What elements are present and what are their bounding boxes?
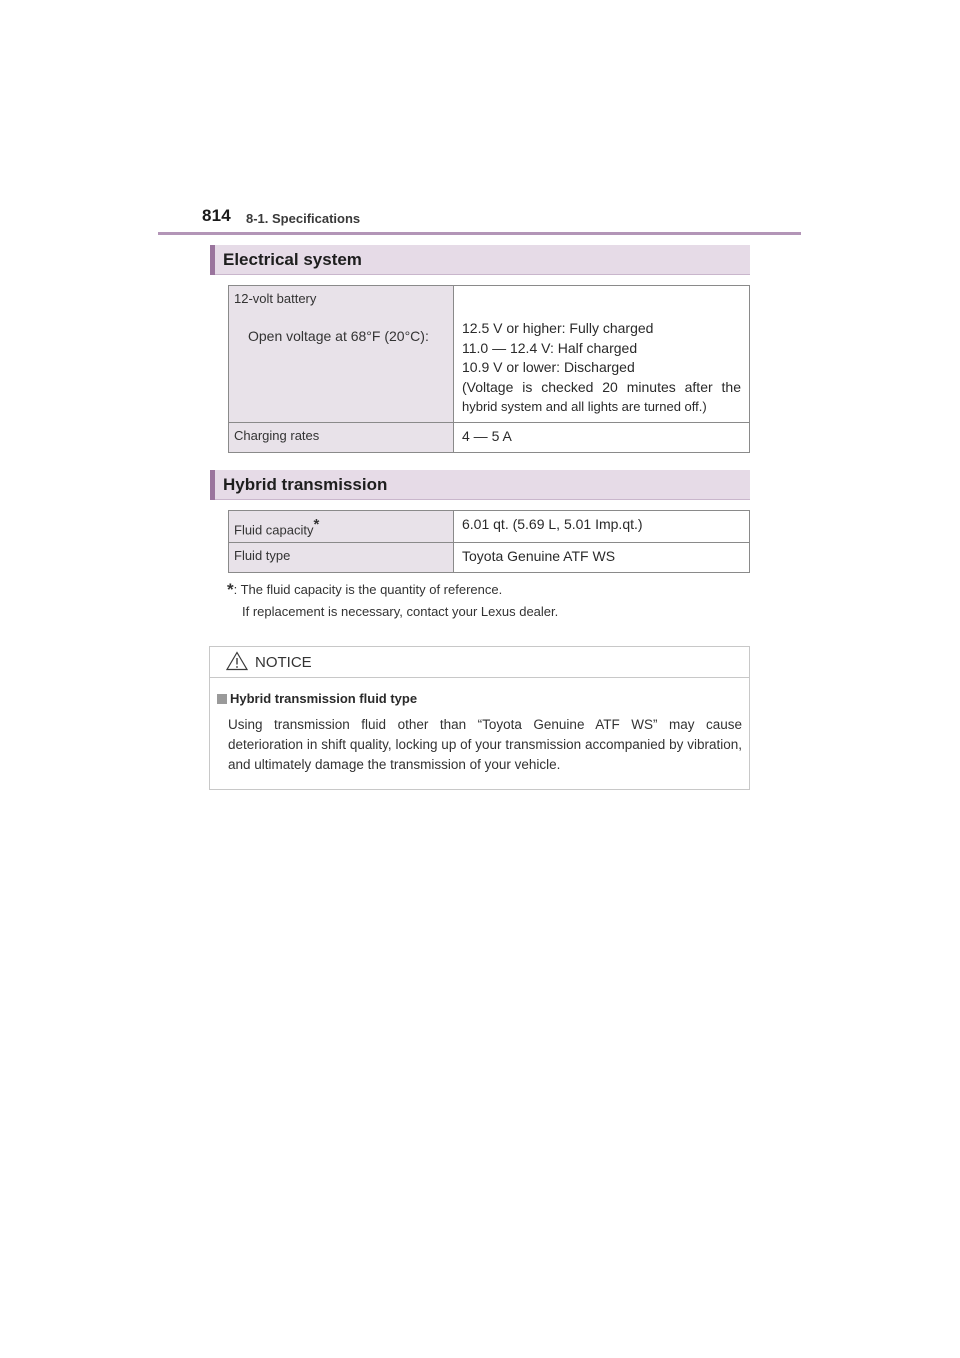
footnote-line: If replacement is necessary, contact your Lexus dealer. — [242, 604, 559, 619]
battery-line: (Voltage is checked 20 minutes after the — [462, 378, 741, 395]
table-row — [229, 422, 750, 452]
square-bullet-icon — [217, 694, 227, 704]
footnote-marker: * — [227, 580, 234, 599]
electrical-section-title: Electrical system — [223, 250, 362, 269]
notice-body: Using transmission fluid other than “Toyota Genuine ATF WS” may cause deterioration in shift quality, locking up of your transmission accompanied by vibration, and ultimately damage the transmission of your vehicle. — [228, 717, 742, 772]
table-row — [229, 511, 750, 543]
electrical-section-heading — [210, 245, 750, 275]
notice-label: NOTICE — [255, 654, 312, 671]
transmission-section-title: Hybrid transmission — [223, 475, 388, 494]
notice-subheading — [217, 691, 417, 706]
fluid-capacity-label: Fluid capacity — [234, 522, 314, 538]
table-row — [229, 543, 750, 573]
fluid-capacity-value: 6.01 qt. (5.69 L, 5.01 Imp.qt.) — [454, 511, 750, 543]
page-number: 814 — [202, 206, 231, 225]
fluid-type-value: Toyota Genuine ATF WS — [454, 543, 750, 573]
fluid-type-label: Fluid type — [229, 543, 454, 573]
header-rule — [158, 232, 801, 235]
battery-label: 12-volt battery — [234, 291, 317, 306]
table-row — [229, 286, 750, 423]
notice-header — [210, 647, 749, 678]
electrical-spec-table — [228, 285, 750, 453]
battery-line: 12.5 V or higher: Fully charged — [462, 320, 654, 336]
fluid-capacity-label-cell — [229, 511, 454, 543]
battery-label-cell — [229, 286, 454, 423]
footnote-line: : The fluid capacity is the quantity of reference. — [233, 582, 503, 597]
battery-value-cell — [454, 286, 750, 423]
battery-sublabel: Open voltage at 68°F (20°C): — [248, 328, 429, 344]
transmission-spec-table — [228, 510, 750, 573]
section-label: 8-1. Specifications — [246, 211, 361, 226]
notice-box — [209, 646, 750, 790]
warning-triangle-icon — [226, 651, 248, 671]
battery-line: 10.9 V or lower: Discharged — [462, 359, 635, 375]
battery-line: hybrid system and all lights are turned off.) — [462, 399, 707, 414]
transmission-section-heading — [210, 470, 750, 500]
battery-line: 11.0 — 12.4 V: Half charged — [462, 339, 638, 356]
heading-accent — [210, 470, 215, 500]
heading-accent — [210, 245, 215, 275]
charging-value: 4 — 5 A — [454, 422, 750, 452]
charging-label: Charging rates — [229, 422, 454, 452]
footnote — [227, 579, 558, 623]
notice-subheading-text: Hybrid transmission fluid type — [230, 691, 418, 706]
footnote-marker: * — [313, 516, 320, 533]
